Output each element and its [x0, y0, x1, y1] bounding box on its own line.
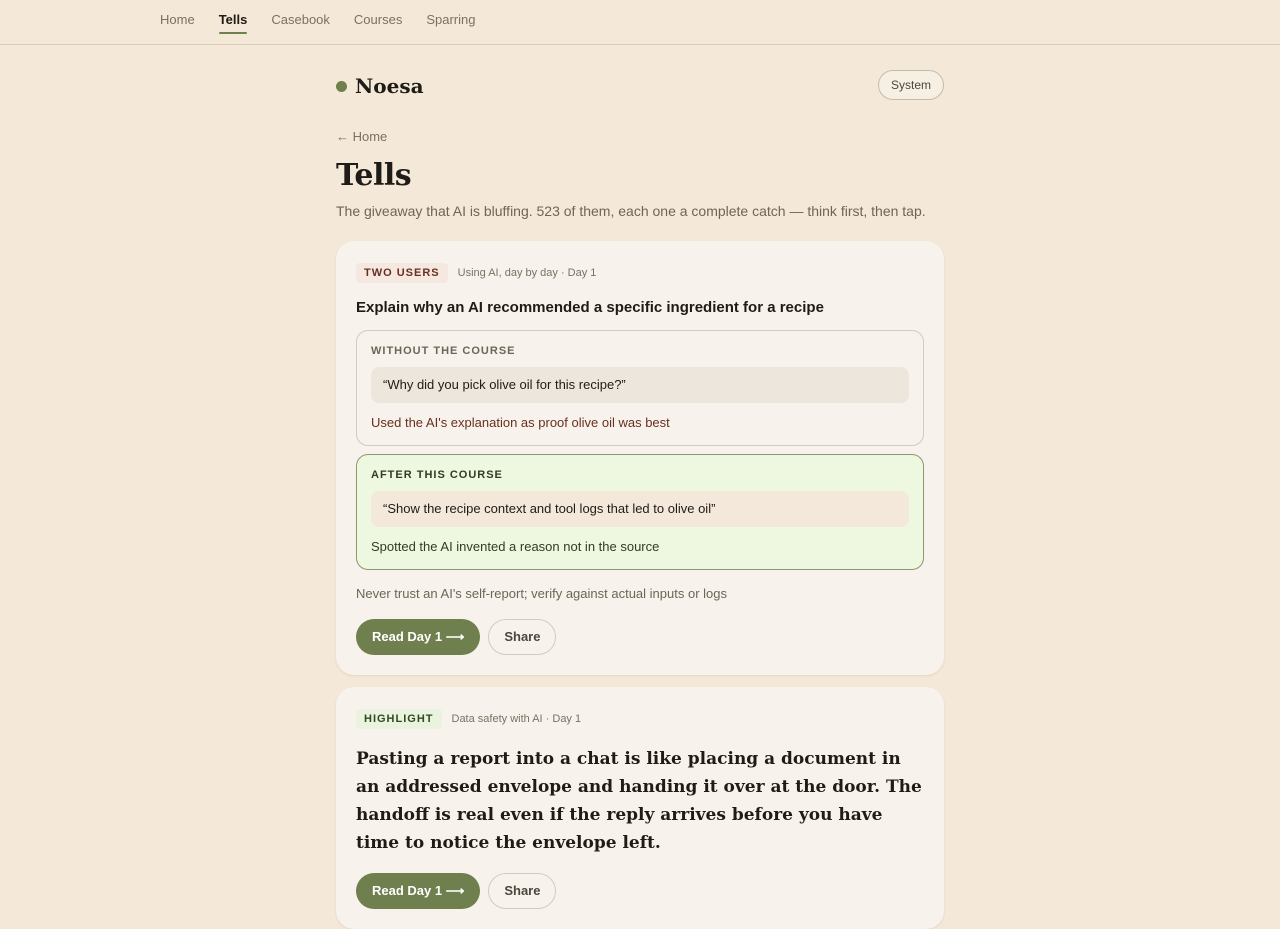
brand-name: Noesa: [355, 74, 424, 98]
brand-dot-icon: [336, 81, 347, 92]
back-link[interactable]: ← Home: [336, 129, 388, 144]
page-title: Tells: [336, 158, 412, 193]
read-day-button[interactable]: Read Day 1 ⟶: [356, 873, 480, 909]
card-note: Never trust an AI's self-report; verify against actual inputs or logs: [356, 586, 727, 601]
without-course-prompt: “Why did you pick olive oil for this recipe?”: [371, 367, 909, 403]
card-actions: [356, 619, 924, 655]
category-badge: HIGHLIGHT: [356, 709, 442, 729]
read-day-button[interactable]: Read Day 1 ⟶: [356, 619, 480, 655]
after-course-prompt: “Show the recipe context and tool logs that led to olive oil”: [371, 491, 909, 527]
top-nav: [0, 0, 1280, 45]
nav-item-courses[interactable]: Courses: [353, 12, 403, 27]
main-content: [336, 45, 944, 929]
tell-card-two-users: [336, 241, 944, 675]
after-course-result: Spotted the AI invented a reason not in the source: [371, 539, 660, 554]
top-nav-links: [160, 0, 475, 44]
without-course-label: WITHOUT THE COURSE: [371, 345, 516, 357]
card-title: Explain why an AI recommended a specific ingredient for a recipe: [356, 299, 824, 316]
after-course-label: AFTER THIS COURSE: [371, 469, 503, 481]
tell-card-highlight: [336, 687, 944, 929]
without-course-result: Used the AI's explanation as proof olive oil was best: [371, 415, 670, 430]
page-subtitle: The giveaway that AI is bluffing. 523 of them, each one a complete catch — think first, then tap.: [336, 203, 926, 219]
brand-row: [336, 45, 944, 125]
share-button[interactable]: Share: [488, 873, 556, 909]
without-course-panel: [356, 330, 924, 446]
nav-item-sparring[interactable]: Sparring: [426, 12, 476, 27]
card-meta: [356, 709, 924, 729]
theme-toggle-button[interactable]: System: [878, 70, 944, 100]
highlight-quote: Pasting a report into a chat is like placing a document in an addressed envelope and handing it over at the door. The handoff is real even if the reply arrives before you have time to notice the envelope left.: [356, 749, 922, 853]
card-meta: [356, 263, 924, 283]
nav-item-home[interactable]: Home: [160, 12, 195, 27]
nav-item-casebook[interactable]: Casebook: [271, 12, 330, 27]
after-course-panel: [356, 454, 924, 570]
card-actions: [356, 873, 924, 909]
card-path: Data safety with AI · Day 1: [451, 713, 582, 725]
card-path: Using AI, day by day · Day 1: [457, 267, 597, 279]
nav-item-tells[interactable]: Tells: [219, 0, 248, 44]
category-badge: TWO USERS: [356, 263, 448, 283]
brand-logo[interactable]: [336, 74, 424, 98]
share-button[interactable]: Share: [488, 619, 556, 655]
